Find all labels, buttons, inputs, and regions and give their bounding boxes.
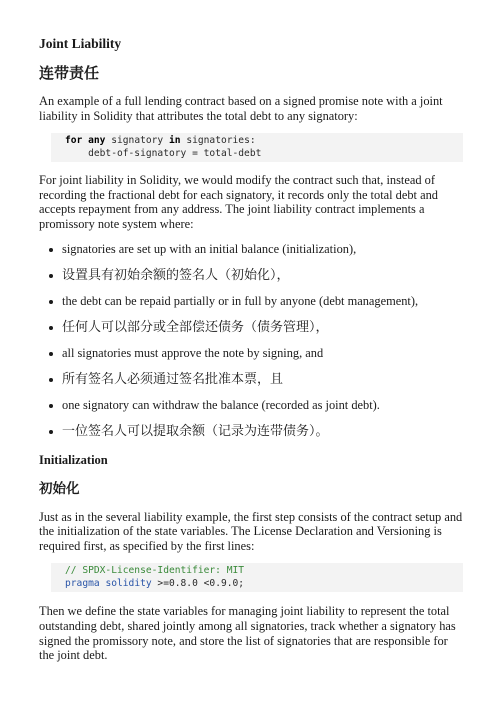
code-keyword: pragma — [65, 577, 100, 589]
code-keyword: for — [65, 135, 83, 147]
init-paragraph: Just as in the several liability example, the first step consists of the contract setup and the initialization of the state variables. The License Declaration and Versioning is required first, as specified by the first lines: — [39, 509, 463, 553]
init-title-en: Initialization — [39, 452, 108, 467]
code-keyword: solidity — [105, 577, 152, 589]
code-comment: // SPDX-License-Identifier: MIT — [65, 565, 245, 577]
list-item: all signatories must approve the note by signing, and — [39, 346, 463, 361]
document-page — [39, 36, 463, 663]
code-keyword: any — [88, 135, 106, 147]
joint-liability-paragraph: For joint liability in Solidity, we would modify the contract such that, instead of recording the fractional debt for each signatory, it records only the total debt and accepts repayment from any address. The joint liability contract implements a promissory note system where: — [39, 173, 438, 231]
list-item: 任何人可以部分或全部偿还债务（债务管理）， — [39, 319, 463, 336]
init-title-zh: 初始化 — [39, 480, 80, 497]
code-block-pragma — [51, 563, 463, 592]
list-item: 一位签名人可以提取余额（记录为连带债务）。 — [39, 423, 463, 440]
requirements-list — [39, 242, 463, 440]
section-title-en: Joint Liability — [39, 36, 122, 51]
list-item: one signatory can withdraw the balance (recorded as joint debt). — [39, 398, 463, 413]
section-title-zh: 连带责任 — [39, 64, 100, 82]
list-item: signatories are set up with an initial balance (initialization), — [39, 242, 463, 257]
state-variables-paragraph: Then we define the state variables for managing joint liability to represent the total outstanding debt, shared jointly among all signatories, track whether a signatory has signed the promissory note, and store the list of signatories that are responsible for the joint debt. — [39, 604, 456, 663]
intro-paragraph: An example of a full lending contract based on a signed promise note with a joint liability in Solidity that attributes the total debt to any signatory: — [39, 94, 443, 123]
code-text: >=0.8.0 <0.9.0; — [151, 577, 245, 589]
code-text: signatory — [105, 135, 169, 147]
code-keyword: in — [168, 135, 181, 147]
code-block-joint-debt — [51, 133, 463, 162]
code-line: debt-of-signatory = total-debt — [65, 147, 262, 159]
code-text: signatories: — [180, 135, 256, 147]
list-item: the debt can be repaid partially or in full by anyone (debt management), — [39, 294, 463, 309]
list-item: 设置具有初始余额的签名人（初始化）， — [39, 267, 463, 284]
list-item: 所有签名人必须通过签名批准本票，且 — [39, 371, 463, 388]
